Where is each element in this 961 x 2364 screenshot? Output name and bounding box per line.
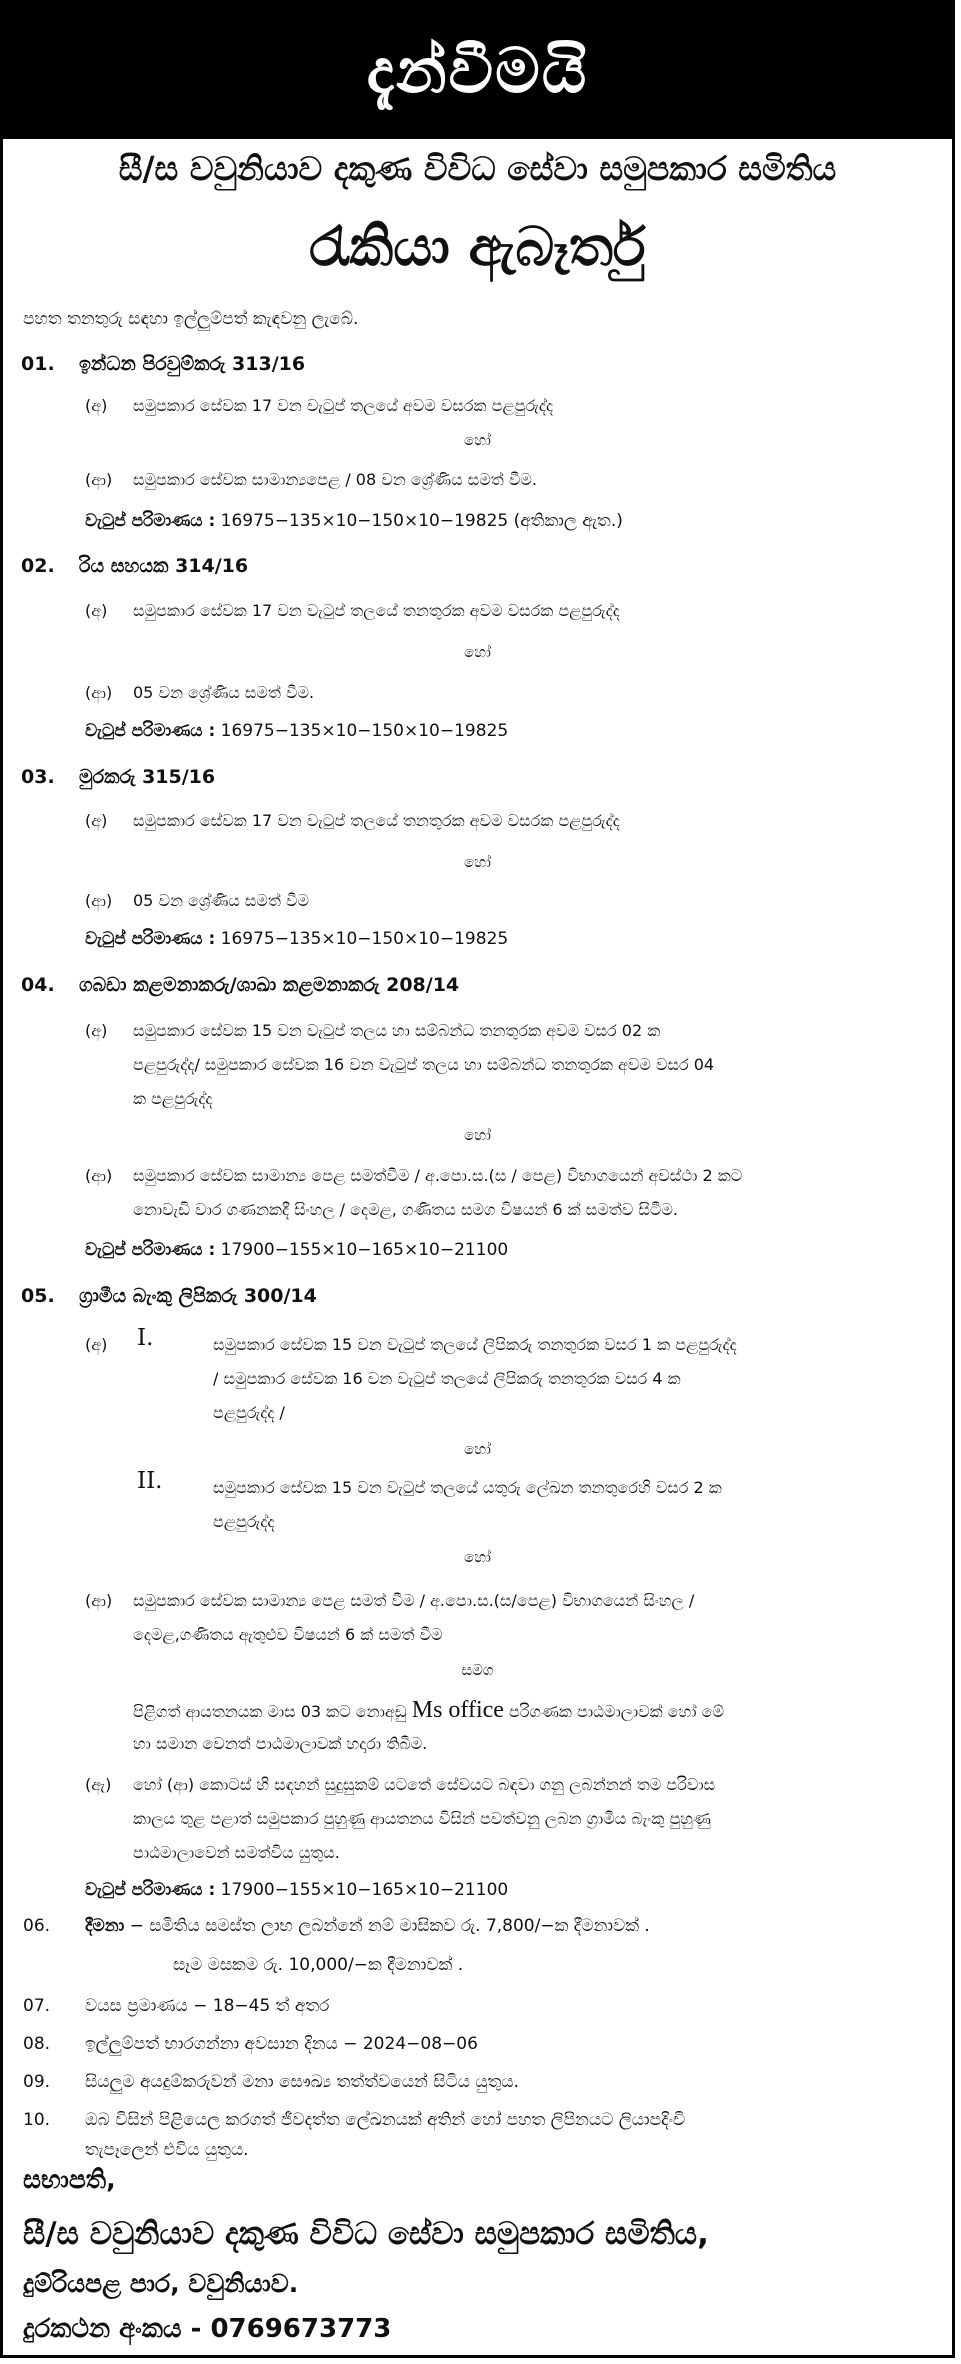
criterion-line: දෙමළ,ගණිතය ඇතුළුව විෂයන් 6 ක් සමත් වීම (133, 1625, 443, 1644)
post-title: ඉන්ධන පිරවුම්කරු 313/16 (79, 353, 306, 375)
post-number: 02. (21, 555, 55, 577)
criterion-text: සමුපකාර සේවක 17 වන වැටුප් තලයේ තනතුරක අවම වසරක පළපුරුද්ද (133, 601, 620, 620)
or-separator: හෝ (464, 643, 491, 661)
criterion-marker: (ආ) (85, 891, 113, 910)
criterion-text: 05 වන ශ්‍රේණිය සමත් වීම. (133, 683, 315, 702)
vacancies-title: රැකියා ඇබෑර්තු (309, 215, 646, 278)
criterion-marker: (ආ) (85, 1591, 113, 1610)
or-separator: හෝ (464, 431, 491, 449)
criterion-marker: (අ) (85, 811, 108, 830)
salary-label: වැටුප් පරිමාණය : (85, 1880, 216, 1900)
general-number: 06. (23, 1916, 51, 1936)
salary-value: 17900−155×10−165×10−21100 (220, 1880, 509, 1900)
salary-value: 16975−135×10−150×10−19825 (අතිකාල ඇත.) (220, 511, 623, 531)
roman-numeral: I. (137, 1325, 154, 1351)
post-heading (21, 1285, 317, 1307)
criterion-text: සමුපකාර සේවක සාමාන්‍යපෙළ / 08 වන ශ්‍රේණිය සමත් වීම. (133, 470, 537, 489)
general-number: 10. (23, 2110, 51, 2130)
address: දුම්රියපළ පාර, වවුනියාව. (23, 2269, 299, 2298)
criterion-line (133, 1693, 724, 1729)
salary-value: 17900−155×10−165×10−21100 (220, 1240, 509, 1260)
criterion-marker: (අ) (85, 396, 108, 415)
criterion-marker: (අ) (85, 1335, 108, 1354)
salary-scale (85, 929, 508, 949)
post-title: ගබඩා කළමනාකරු/ශාඛා කළමනාකරු 208/14 (79, 974, 460, 996)
criterion-text: සමුපකාර සේවක 17 වන වැටුප් තලයේ අවම වසරක පළපුරුද්ද (133, 396, 554, 415)
criterion-line: පළපුරුද්ද/ සමුපකාර සේවක 16 වන වැටුප් තලය හා සම්බන්ධ තනතුරක අවම වසර 04 (133, 1055, 715, 1074)
criterion-line: පළපුරුද්ද (213, 1512, 275, 1531)
salary-label: වැටුප් පරිමාණය : (85, 721, 216, 741)
criterion-marker: (අ) (85, 601, 108, 620)
phone-number: දුරකථන අංකය - 0769673773 (23, 2314, 392, 2344)
post-number: 03. (21, 766, 55, 788)
criterion-line: සමුපකාර සේවක සාමාන්‍ය පෙළ සමත් වීම / අ.පො.ස.(ස/පෙළ) විභාගයෙන් සිංහල / (133, 1591, 695, 1610)
criterion-marker: (ආ) (85, 1166, 113, 1185)
or-separator: හෝ (464, 853, 491, 871)
criterion-marker: (අ) (85, 1021, 108, 1040)
closing-date-text: ඉල්ලුම්පත් භාරගන්නා අවසාන දිනය − 2024−08−06 (85, 2034, 478, 2054)
salary-scale (85, 721, 508, 741)
criterion-line: පාඨමාලාවෙන් සමත්විය යුතුය. (133, 1843, 340, 1862)
together-separator: සමග (461, 1661, 494, 1679)
criterion-marker: (ආ) (85, 683, 113, 702)
post-title: මුරකරු 315/16 (79, 766, 216, 788)
application-text-2: තැපෑලෙන් එවිය යුතුය. (85, 2140, 249, 2160)
allowance-value: − සමිතිය සමස්ත ලාභ ලබන්නේ නම් මාසිකව රු. 7,800/−ක දීමනාවක් . (124, 1916, 650, 1936)
organization-title: සී/ස වවුනියාව දකුණ විවිධ සේවා සමුපකාර සමිතිය (118, 149, 837, 188)
salary-value: 16975−135×10−150×10−19825 (220, 929, 509, 949)
criterion-line: හෝ (ආ) කොටස් හි සඳහන් සුදුසුකම් යටතේ සේවයට බඳවා ගනු ලබන්නන් තම පරිවාස (133, 1775, 716, 1794)
criterion-marker: (ආ) (85, 470, 113, 489)
criterion-text: සමුපකාර සේවක 17 වන වැටුප් තලයේ තනතුරක අවම වසරක පළපුරුද්ද (133, 811, 620, 830)
salary-label: වැටුප් පරිමාණය : (85, 929, 216, 949)
application-text: ඔබ විසින් පිළියෙල කරගත් ජීවදත්ත ලේඛනයක් අතින් හෝ පහත ලිපිනයට ලියාපදිංචි (85, 2110, 686, 2130)
criterion-line: සමුපකාර සේවක සාමාන්‍ය පෙළ සමත්වීම / අ.පො.ස.(ස / පෙළ) විභාගයෙන් අවස්ථා 2 කට (133, 1166, 743, 1185)
criterion-text: 05 වන ශ්‍රේණිය සමත් වීම (133, 891, 310, 910)
allowance-label: දීමනා (85, 1916, 125, 1936)
salary-label: වැටුප් පරිමාණය : (85, 511, 216, 531)
ms-office-pre: පිළිගත් ආයතනයක මාස 03 කට නොඅඩු (133, 1702, 407, 1721)
ms-office-post: පරිගණක පාඨමාලාවක් හෝ මේ (509, 1702, 725, 1721)
post-number: 01. (21, 353, 55, 375)
salary-label: වැටුප් පරිමාණය : (85, 1240, 216, 1260)
allowance-text (85, 1916, 650, 1936)
criterion-line: / සමුපකාර සේවක 16 වන වැටුප් තලයේ ලිපිකරු තනතුරක වසර 4 ක (213, 1369, 681, 1388)
criterion-marker: (ඇ) (85, 1775, 112, 1794)
criterion-line: හා සමාන වෙනත් පාඨමාලාවක් හදාරා තිබීම. (133, 1734, 428, 1753)
salary-scale (85, 1880, 508, 1900)
criterion-line: සමුපකාර සේවක 15 වන වැටුප් තලය හා සම්බන්ධ තනතුරක අවම වසර 02 ක (133, 1021, 661, 1040)
health-text: සියලුම අයදුම්කරුවන් මනා සෞඛ්‍ය තත්ත්වයෙන් සිටිය යුතුය. (85, 2072, 519, 2092)
roman-numeral: II. (137, 1468, 163, 1494)
criterion-line: නොවැඩි වාර ගණනකදී සිංහල / දෙමළ, ගණිතය සමග විෂයන් 6 ක් සමත්ව සිටීම. (133, 1200, 678, 1219)
society-name: සී/ස වවුනියාව දකුණ විවිධ සේවා සමුපකාර සමිතිය, (23, 2216, 709, 2252)
post-heading (21, 353, 305, 375)
ms-office-label: Ms office (411, 1697, 504, 1723)
salary-scale (85, 511, 623, 531)
post-heading (21, 555, 248, 577)
or-separator: හෝ (464, 1440, 491, 1458)
general-number: 08. (23, 2034, 51, 2054)
post-heading (21, 974, 459, 996)
criterion-line: සමුපකාර සේවක 15 වන වැටුප් තලයේ යතුරු ලේඛන තනතුරෙහි වසර 2 ක (213, 1478, 722, 1497)
notice-banner: දැන්වීමයි (3, 3, 952, 139)
salary-scale (85, 1240, 508, 1260)
post-heading (21, 766, 215, 788)
or-separator: හෝ (464, 1126, 491, 1144)
general-number: 07. (23, 1996, 51, 2016)
allowance-text-2: සෑම මසකම රු. 10,000/−ක දීමනාවක් . (173, 1955, 464, 1975)
criterion-line: ක පළපුරුද්ද (133, 1089, 213, 1108)
criterion-line: පළපුරුද්ද / (213, 1403, 285, 1422)
salary-value: 16975−135×10−150×10−19825 (220, 721, 509, 741)
post-title: රිය සහයක 314/16 (79, 555, 249, 577)
criterion-line: සමුපකාර සේවක 15 වන වැටුප් තලයේ ලිපිකරු තනතුරක වසර 1 ක පළපුරුද්ද (213, 1335, 737, 1354)
or-separator: හෝ (464, 1548, 491, 1566)
chairman-label: සභාපති, (23, 2165, 116, 2194)
criterion-line: කාලය තුළ පළාත් සමුපකාර පුහුණු ආයතනය විසින් පවත්වනු ලබන ග්‍රාමීය බැංකු පුහුණු (133, 1809, 711, 1828)
age-limit-text: වයස ප්‍රමාණය − 18−45 ත් අතර (85, 1996, 330, 2016)
post-title: ග්‍රාමීය බැංකු ලිපිකරු 300/14 (79, 1285, 317, 1307)
intro-text: පහත තනතුරු සඳහා ඉල්ලුම්පත් කැඳවනු ලැබේ. (23, 309, 359, 329)
post-number: 04. (21, 974, 55, 996)
general-number: 09. (23, 2072, 51, 2092)
post-number: 05. (21, 1285, 55, 1307)
